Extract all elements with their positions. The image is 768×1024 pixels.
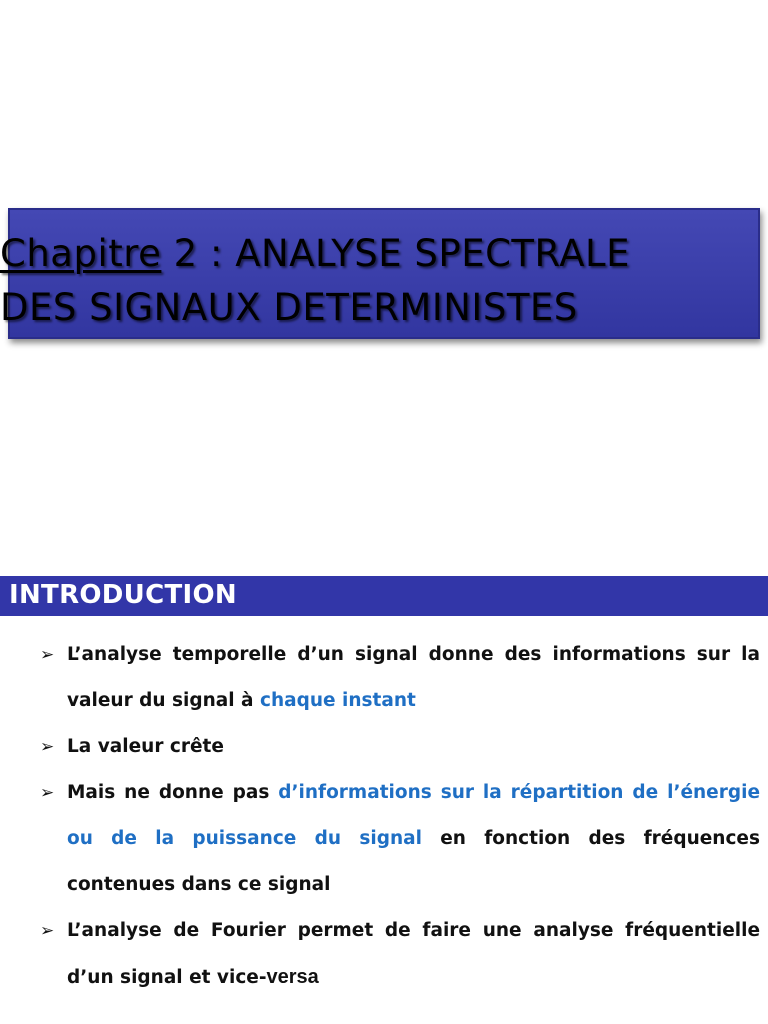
bullet-highlight: chaque instant bbox=[259, 690, 416, 711]
arrow-right-icon: ➢ bbox=[40, 783, 55, 803]
arrow-right-icon: ➢ bbox=[40, 921, 55, 941]
bullet-item bbox=[40, 908, 760, 1001]
chapter-title-line-1 bbox=[0, 232, 768, 276]
arrow-right-icon: ➢ bbox=[40, 645, 55, 665]
arrow-right-icon: ➢ bbox=[40, 737, 55, 757]
bullet-text: L’analyse de Fourier permet de faire une analyse fréquentielle d’un signal et vice- bbox=[67, 920, 760, 988]
chapter-word: Chapitre bbox=[0, 232, 162, 275]
bullet-text-versa: versa bbox=[266, 966, 319, 988]
bullet-text: Mais ne donne pas bbox=[67, 782, 279, 803]
bullet-item bbox=[40, 724, 760, 770]
bullet-text: L’analyse temporelle d’un signal donne des informations sur la valeur du signal à bbox=[67, 644, 760, 711]
bullet-list bbox=[40, 632, 760, 1001]
bullet-item bbox=[40, 632, 760, 724]
chapter-title-rest: 2 : ANALYSE SPECTRALE bbox=[161, 232, 631, 275]
bullet-highlight: d’informations sur la répartition de l’énergie ou de la puissance du signal bbox=[67, 782, 760, 849]
chapter-title-line-2: DES SIGNAUX DETERMINISTES bbox=[0, 286, 578, 329]
bullet-text: en fonction des fréquences contenues dans ce signal bbox=[67, 828, 760, 895]
bullet-text: La valeur crête bbox=[67, 736, 224, 757]
bullet-item bbox=[40, 770, 760, 908]
section-heading-bar bbox=[0, 576, 768, 616]
section-heading: INTRODUCTION bbox=[9, 580, 237, 610]
